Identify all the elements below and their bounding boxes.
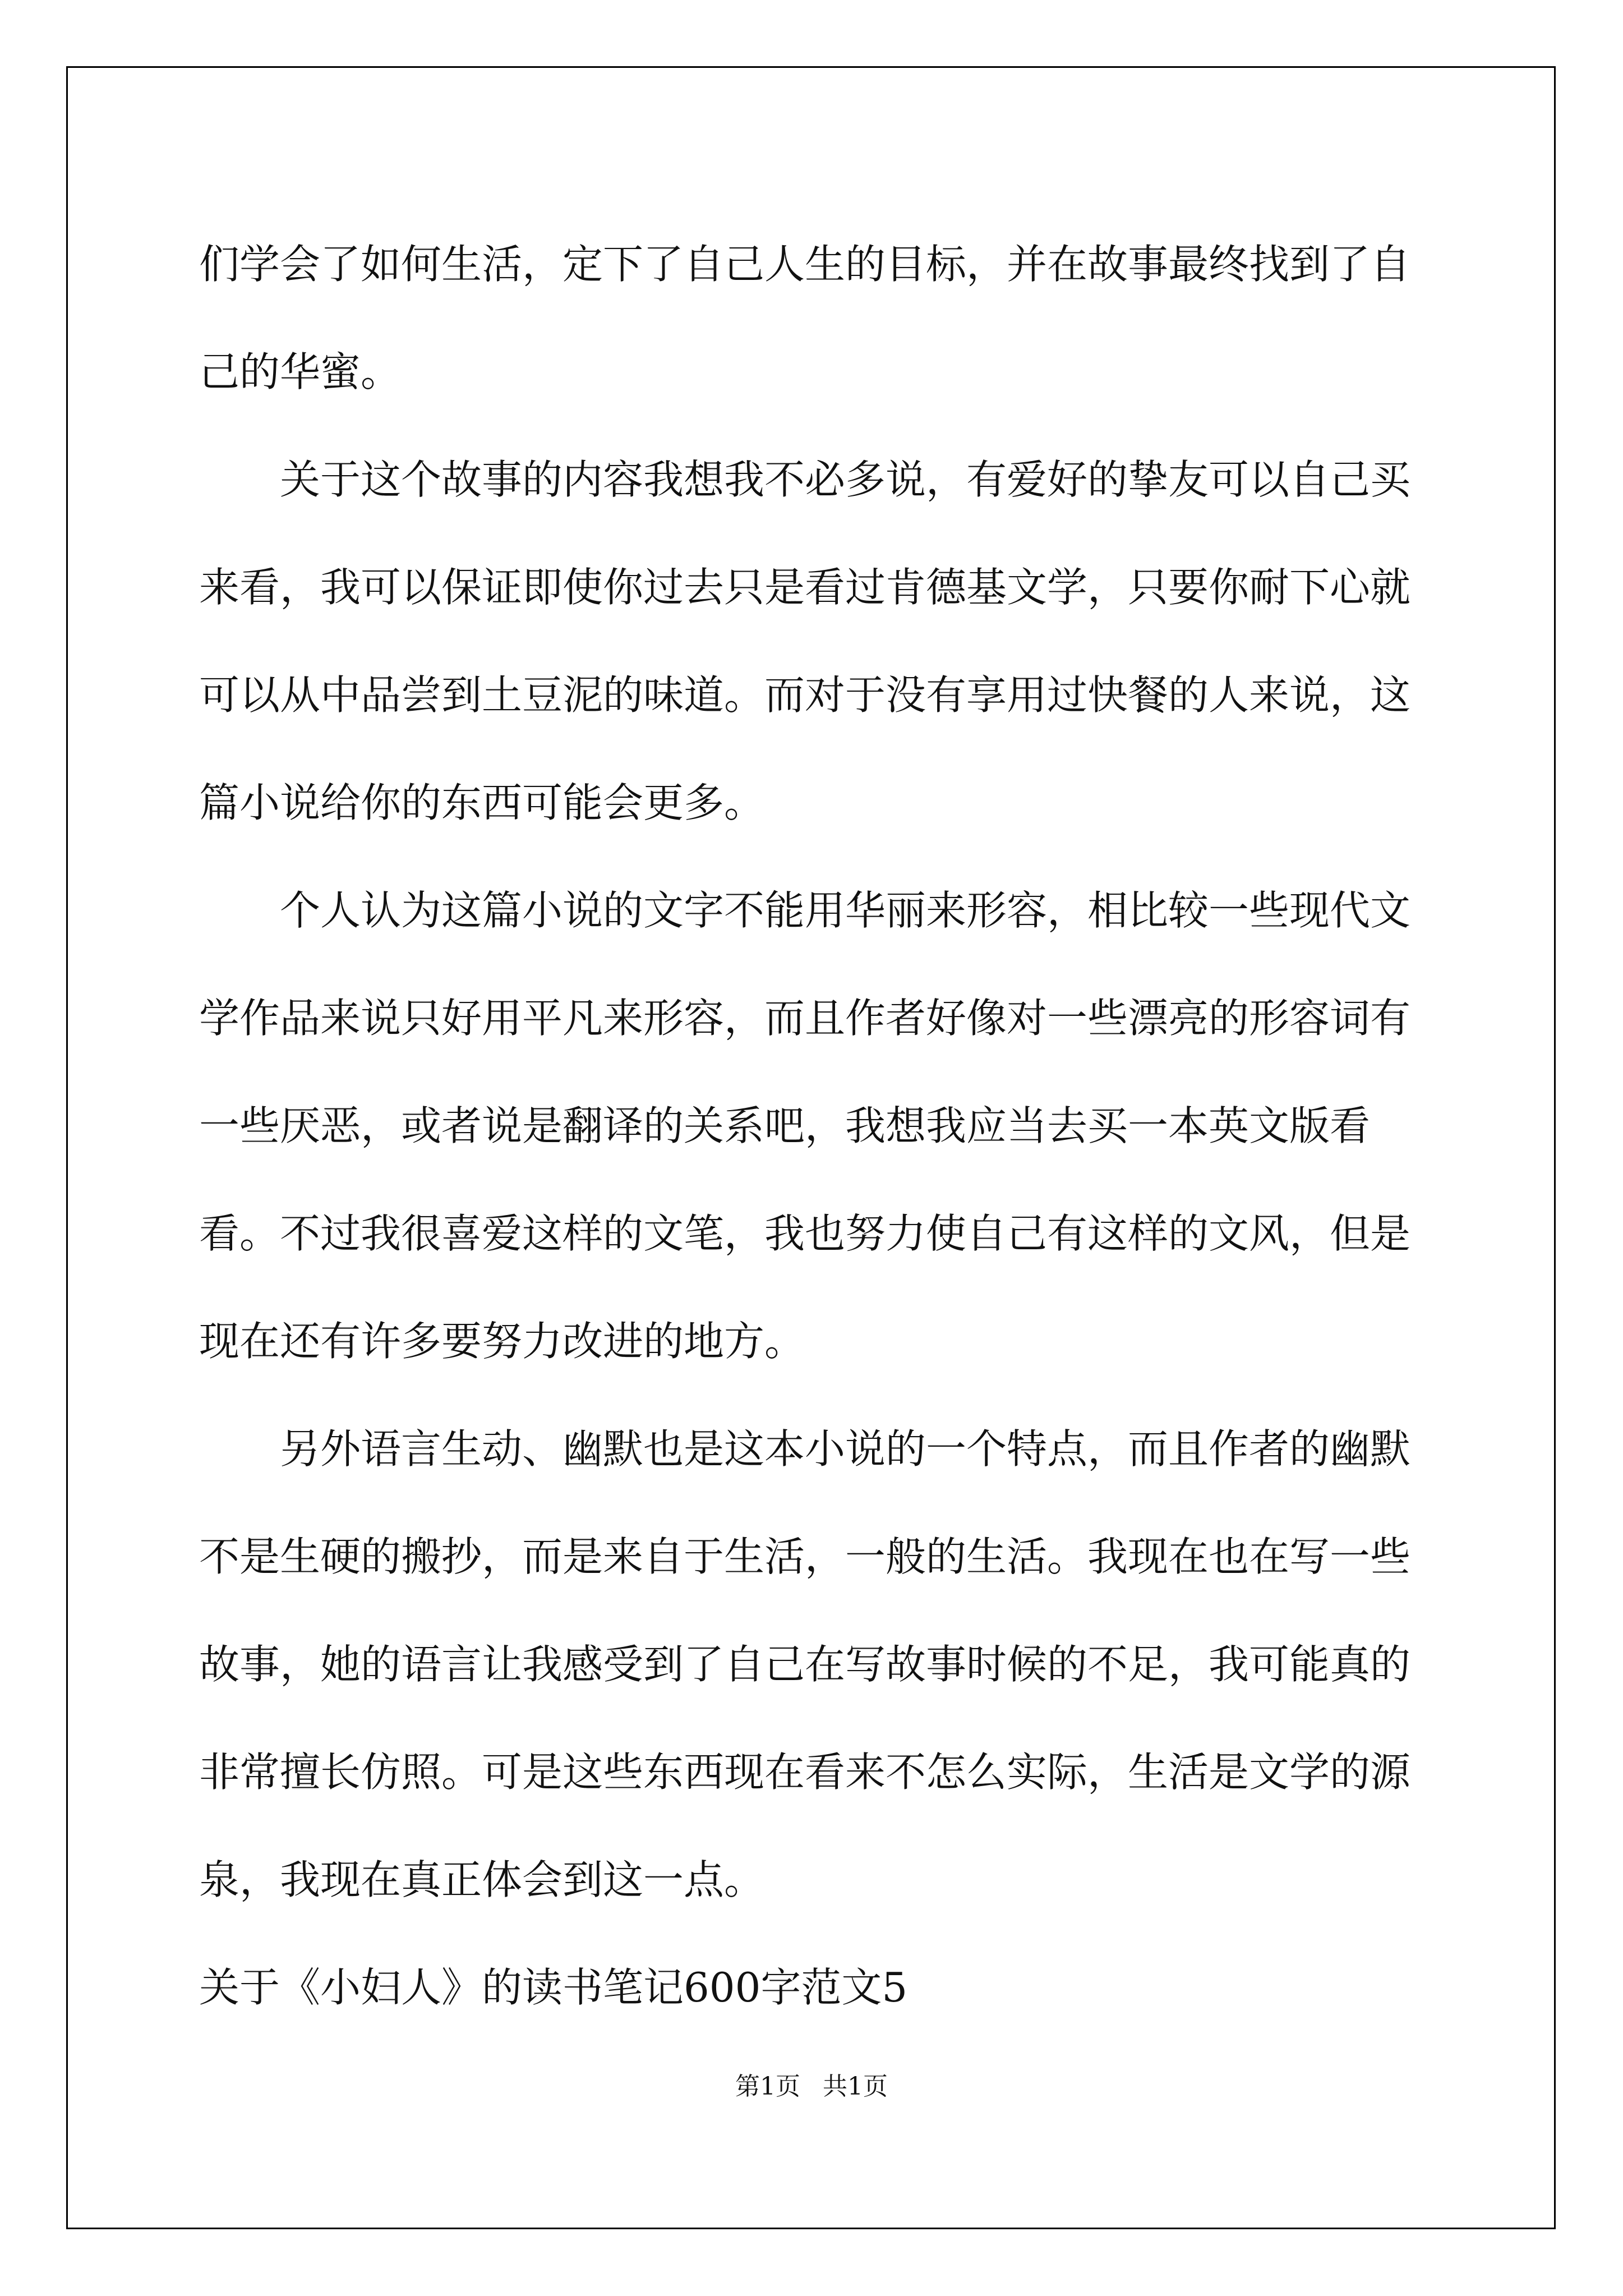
page-footer (0, 2070, 1623, 2104)
paragraph-4: 另外语言生动、幽默也是这本小说的一个特点，而且作者的幽默不是生硬的搬抄，而是来自于生活，一般的生活。我现在也在写一些故事，她的语言让我感受到了自己在写故事时候的不足，我可能真的非常擅长仿照。可是这些东西现在看来不怎么实际，生活是文学的源泉，我现在真正体会到这一点。 (199, 1425, 1411, 1903)
paragraph-1: 们学会了如何生活，定下了自己人生的目标，并在故事最终找到了自己的华蜜。 (199, 241, 1411, 395)
section-heading: 关于《小妇人》的读书笔记600字范文5 (199, 1964, 908, 2011)
page-number: 第1页 (735, 2072, 800, 2101)
paragraph-2: 关于这个故事的内容我想我不必多说，有爱好的挚友可以自己买来看，我可以保证即使你过去只是看过肯德基文学，只要你耐下心就可以从中品尝到土豆泥的味道。而对于没有享用过快餐的人来说，这篇小说给你的东西可能会更多。 (199, 456, 1411, 826)
page-total: 共1页 (823, 2072, 888, 2101)
paragraph-3-text: 个人认为这篇小说的文字不能用华丽来形容，相比较一些现代文学作品来说只好用平凡来形容，而且作者好像对一些漂亮的形容词有一些厌恶，或者说是翻译的关系吧，我想我应当去买一本英文版看看。不过我很喜爱这样的文笔，我也努力使自己有这样的文风，但是现在还有许多要努力改进的地方。 (199, 887, 1411, 1365)
paragraph-3 (199, 857, 1433, 1395)
document-body (199, 210, 1433, 2041)
